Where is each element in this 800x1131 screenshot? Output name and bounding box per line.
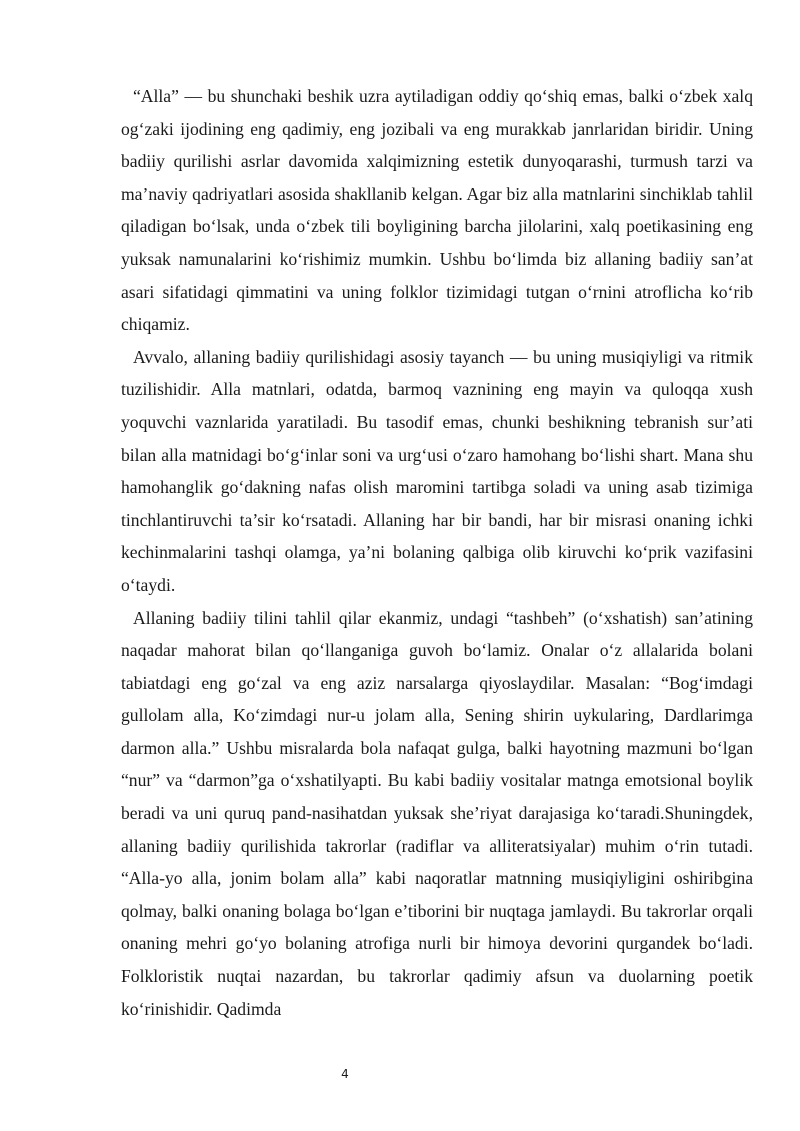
- paragraph-simile: Allaning badiiy tilini tahlil qilar ekanmiz, undagi “tashbeh” (o‘xshatish) san’atining naqadar mahorat bilan qo‘llanganiga guvoh bo‘lamiz. Onalar o‘z allalarida bolani tabiatdagi eng go‘zal va eng aziz narsalarga qiyoslaydilar. Masalan: “Bog‘imdagi gullolam alla, Ko‘zimdagi nur-u jolam alla, Sening shirin uykularing, Dardlarimga darmon alla.” Ushbu misralarda bola nafaqat gulga, balki hayotning mazmuni bo‘lgan “nur” va “darmon”ga o‘xshatilyapti. Bu kabi badiiy vositalar matnga emotsional boylik beradi va uni quruq pand-nasihatdan yuksak she’riyat darajasiga ko‘taradi.Shuningdek, allaning badiiy qurilishida takrorlar (radiflar va alliteratsiyalar) muhim o‘rin tutadi. “Alla-yo alla, jonim bolam alla” kabi naqoratlar matnning musiqiyligini oshiribgina qolmay, balki onaning bolaga bo‘lgan e’tiborini bir nuqtaga jamlaydi. Bu takrorlar orqali onaning mehri go‘yo bolaning atrofiga nurli bir himoya devorini qurgandek bo‘ladi. Folkloristik nuqtai nazardan, bu takrorlar qadimiy afsun va duolarning poetik ko‘rinishidir. Qadimda: [121, 607, 753, 1019]
- paragraph-intro: “Alla” — bu shunchaki beshik uzra aytiladigan oddiy qo‘shiq emas, balki o‘zbek xalq og‘zaki ijodining eng qadimiy, eng jozibali va eng murakkab janrlaridan biridir. Uning badiiy qurilishi asrlar davomida xalqimizning estetik dunyoqarashi, turmush tarzi va ma’naviy qadriyatlari asosida shakllanib kelgan. Agar biz alla matnlarini sinchiklab tahlil qiladigan bo‘lsak, unda o‘zbek tili boyligining barcha jilolarini, xalq poetikasining eng yuksak namunalarini ko‘rishimiz mumkin. Ushbu bo‘limda biz allaning badiiy san’at asari sifatidagi qimmatini va uning folklor tizimidagi tutgan o‘rnini atroflicha ko‘rib chiqamiz.: [121, 86, 753, 335]
- document-body: [121, 80, 753, 1025]
- page-number: 4: [341, 1067, 349, 1081]
- paragraph-rhythm: Avvalo, allaning badiiy qurilishidagi asosiy tayanch — bu uning musiqiyligi va ritmik tuzilishidir. Alla matnlari, odatda, barmoq vaznining eng mayin va quloqqa xush yoquvchi vaznlarida yaratiladi. Bu tasodif emas, chunki beshikning tebranish sur’ati bilan alla matnidagi bo‘g‘inlar soni va urg‘usi o‘zaro hamohang bo‘lishi shart. Mana shu hamohanglik go‘dakning nafas olish maromini tartibga soladi va uning asab tizimiga tinchlantiruvchi ta’sir ko‘rsatadi. Allaning har bir bandi, har bir misrasi onaning ichki kechinmalarini tashqi olamga, ya’ni bolaning qalbiga olib kiruvchi ko‘prik vazifasini o‘taydi.: [121, 346, 753, 595]
